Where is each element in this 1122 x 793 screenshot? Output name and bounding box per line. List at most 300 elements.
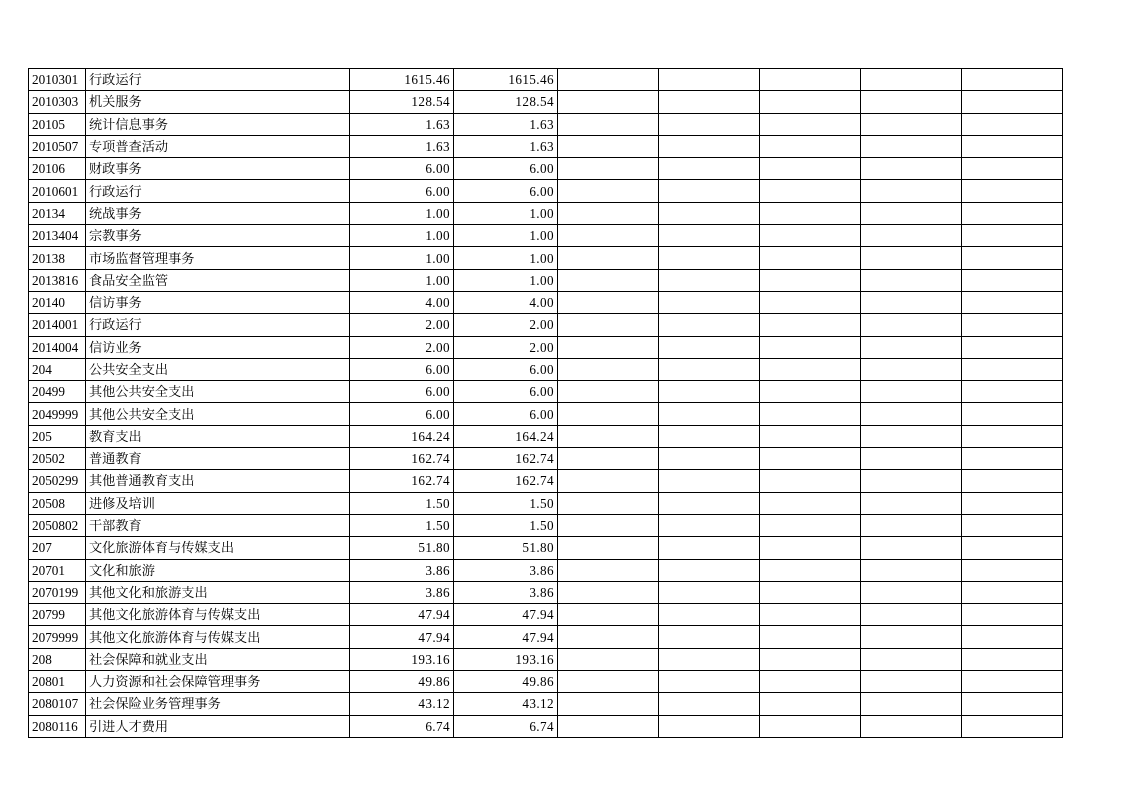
cell-total-amount: 47.94 (350, 626, 454, 648)
cell-general-budget-amount: 49.86 (454, 671, 558, 693)
table-row (29, 336, 1063, 358)
cell-empty (760, 425, 861, 447)
cell-empty (962, 492, 1063, 514)
table-row (29, 648, 1063, 670)
cell-empty (558, 113, 659, 135)
cell-empty (659, 559, 760, 581)
cell-empty (659, 269, 760, 291)
table-row (29, 492, 1063, 514)
cell-general-budget-amount: 1615.46 (454, 69, 558, 91)
cell-empty (659, 693, 760, 715)
cell-empty (760, 202, 861, 224)
cell-subject-code: 20134 (29, 202, 86, 224)
cell-subject-code: 20106 (29, 158, 86, 180)
cell-subject-name: 行政运行 (86, 180, 350, 202)
cell-subject-name: 行政运行 (86, 314, 350, 336)
cell-general-budget-amount: 1.63 (454, 113, 558, 135)
cell-subject-name: 引进人才费用 (86, 715, 350, 737)
cell-empty (962, 336, 1063, 358)
cell-subject-name: 公共安全支出 (86, 358, 350, 380)
cell-empty (659, 470, 760, 492)
cell-empty (962, 291, 1063, 313)
cell-empty (659, 604, 760, 626)
cell-subject-code: 2049999 (29, 403, 86, 425)
cell-total-amount: 162.74 (350, 470, 454, 492)
cell-empty (659, 202, 760, 224)
cell-subject-code: 2080116 (29, 715, 86, 737)
cell-general-budget-amount: 4.00 (454, 291, 558, 313)
cell-empty (558, 648, 659, 670)
cell-empty (861, 247, 962, 269)
cell-empty (558, 492, 659, 514)
cell-empty (962, 715, 1063, 737)
cell-general-budget-amount: 2.00 (454, 336, 558, 358)
cell-total-amount: 2.00 (350, 314, 454, 336)
cell-general-budget-amount: 6.00 (454, 158, 558, 180)
table-row (29, 135, 1063, 157)
cell-empty (962, 537, 1063, 559)
cell-empty (962, 671, 1063, 693)
cell-subject-code: 20105 (29, 113, 86, 135)
cell-general-budget-amount: 47.94 (454, 626, 558, 648)
cell-subject-name: 行政运行 (86, 69, 350, 91)
cell-subject-code: 2013816 (29, 269, 86, 291)
cell-empty (558, 291, 659, 313)
table-row (29, 537, 1063, 559)
cell-empty (861, 648, 962, 670)
cell-empty (760, 403, 861, 425)
cell-general-budget-amount: 193.16 (454, 648, 558, 670)
cell-empty (760, 247, 861, 269)
cell-empty (962, 648, 1063, 670)
table-row (29, 470, 1063, 492)
cell-subject-name: 人力资源和社会保障管理事务 (86, 671, 350, 693)
cell-empty (861, 470, 962, 492)
cell-empty (962, 202, 1063, 224)
cell-empty (558, 336, 659, 358)
cell-subject-name: 财政事务 (86, 158, 350, 180)
cell-empty (760, 514, 861, 536)
cell-total-amount: 3.86 (350, 559, 454, 581)
cell-empty (861, 202, 962, 224)
cell-subject-name: 教育支出 (86, 425, 350, 447)
cell-subject-code: 20499 (29, 381, 86, 403)
cell-general-budget-amount: 128.54 (454, 91, 558, 113)
cell-total-amount: 6.00 (350, 180, 454, 202)
cell-total-amount: 6.00 (350, 403, 454, 425)
cell-empty (659, 336, 760, 358)
table-row (29, 269, 1063, 291)
cell-empty (962, 626, 1063, 648)
cell-total-amount: 164.24 (350, 425, 454, 447)
cell-subject-code: 2010301 (29, 69, 86, 91)
cell-subject-name: 普通教育 (86, 448, 350, 470)
cell-general-budget-amount: 162.74 (454, 470, 558, 492)
table-row (29, 425, 1063, 447)
cell-empty (861, 269, 962, 291)
cell-subject-name: 其他文化旅游体育与传媒支出 (86, 604, 350, 626)
cell-empty (659, 381, 760, 403)
cell-empty (760, 715, 861, 737)
cell-empty (760, 648, 861, 670)
cell-general-budget-amount: 51.80 (454, 537, 558, 559)
cell-empty (558, 671, 659, 693)
cell-total-amount: 49.86 (350, 671, 454, 693)
cell-subject-code: 205 (29, 425, 86, 447)
table-row (29, 180, 1063, 202)
budget-table (28, 68, 1063, 738)
cell-empty (760, 336, 861, 358)
cell-subject-name: 进修及培训 (86, 492, 350, 514)
cell-total-amount: 43.12 (350, 693, 454, 715)
cell-empty (760, 626, 861, 648)
cell-empty (558, 403, 659, 425)
cell-general-budget-amount: 164.24 (454, 425, 558, 447)
cell-general-budget-amount: 6.74 (454, 715, 558, 737)
cell-empty (861, 514, 962, 536)
cell-empty (659, 425, 760, 447)
cell-empty (861, 91, 962, 113)
cell-total-amount: 193.16 (350, 648, 454, 670)
cell-empty (962, 358, 1063, 380)
cell-general-budget-amount: 6.00 (454, 403, 558, 425)
cell-empty (861, 135, 962, 157)
cell-general-budget-amount: 1.00 (454, 202, 558, 224)
cell-subject-name: 其他文化和旅游支出 (86, 581, 350, 603)
cell-empty (760, 671, 861, 693)
cell-empty (659, 581, 760, 603)
cell-subject-code: 2014001 (29, 314, 86, 336)
cell-empty (659, 715, 760, 737)
cell-subject-name: 统战事务 (86, 202, 350, 224)
cell-empty (558, 135, 659, 157)
cell-empty (558, 158, 659, 180)
table-row (29, 113, 1063, 135)
cell-subject-code: 20140 (29, 291, 86, 313)
cell-subject-code: 2050299 (29, 470, 86, 492)
cell-total-amount: 51.80 (350, 537, 454, 559)
cell-general-budget-amount: 1.00 (454, 269, 558, 291)
cell-subject-code: 207 (29, 537, 86, 559)
cell-empty (760, 537, 861, 559)
cell-subject-code: 2070199 (29, 581, 86, 603)
cell-empty (861, 69, 962, 91)
cell-empty (558, 180, 659, 202)
cell-empty (558, 202, 659, 224)
cell-empty (861, 225, 962, 247)
cell-total-amount: 6.00 (350, 358, 454, 380)
cell-empty (760, 470, 861, 492)
cell-empty (962, 135, 1063, 157)
cell-total-amount: 1615.46 (350, 69, 454, 91)
cell-empty (861, 604, 962, 626)
cell-empty (861, 403, 962, 425)
table-row (29, 514, 1063, 536)
cell-general-budget-amount: 1.00 (454, 247, 558, 269)
table-row (29, 91, 1063, 113)
cell-total-amount: 1.63 (350, 113, 454, 135)
cell-subject-code: 2010507 (29, 135, 86, 157)
cell-subject-code: 20799 (29, 604, 86, 626)
cell-general-budget-amount: 3.86 (454, 581, 558, 603)
cell-empty (558, 604, 659, 626)
cell-general-budget-amount: 1.50 (454, 492, 558, 514)
cell-empty (760, 225, 861, 247)
cell-empty (962, 180, 1063, 202)
cell-total-amount: 1.50 (350, 514, 454, 536)
cell-empty (962, 470, 1063, 492)
cell-empty (558, 470, 659, 492)
cell-empty (558, 581, 659, 603)
cell-total-amount: 3.86 (350, 581, 454, 603)
table-row (29, 291, 1063, 313)
cell-empty (760, 291, 861, 313)
cell-subject-name: 文化旅游体育与传媒支出 (86, 537, 350, 559)
cell-empty (760, 559, 861, 581)
table-row (29, 247, 1063, 269)
budget-table-container (28, 68, 1063, 738)
cell-general-budget-amount: 47.94 (454, 604, 558, 626)
cell-empty (861, 537, 962, 559)
cell-empty (659, 69, 760, 91)
cell-empty (659, 91, 760, 113)
table-row (29, 448, 1063, 470)
cell-total-amount: 128.54 (350, 91, 454, 113)
cell-empty (861, 314, 962, 336)
cell-general-budget-amount: 1.00 (454, 225, 558, 247)
cell-empty (659, 113, 760, 135)
cell-subject-code: 204 (29, 358, 86, 380)
cell-empty (659, 448, 760, 470)
cell-empty (558, 69, 659, 91)
cell-empty (558, 537, 659, 559)
cell-empty (558, 693, 659, 715)
cell-empty (760, 269, 861, 291)
cell-subject-name: 信访事务 (86, 291, 350, 313)
cell-empty (962, 225, 1063, 247)
cell-empty (659, 403, 760, 425)
cell-empty (760, 358, 861, 380)
cell-subject-name: 市场监督管理事务 (86, 247, 350, 269)
cell-empty (962, 448, 1063, 470)
cell-empty (760, 448, 861, 470)
cell-general-budget-amount: 6.00 (454, 381, 558, 403)
cell-total-amount: 4.00 (350, 291, 454, 313)
cell-empty (962, 269, 1063, 291)
cell-empty (760, 158, 861, 180)
cell-empty (659, 626, 760, 648)
table-row (29, 358, 1063, 380)
cell-total-amount: 6.00 (350, 381, 454, 403)
cell-empty (760, 381, 861, 403)
table-row (29, 381, 1063, 403)
budget-table-body (29, 69, 1063, 738)
cell-empty (558, 225, 659, 247)
cell-empty (861, 425, 962, 447)
cell-empty (962, 403, 1063, 425)
cell-general-budget-amount: 6.00 (454, 180, 558, 202)
cell-empty (760, 581, 861, 603)
cell-subject-name: 文化和旅游 (86, 559, 350, 581)
table-row (29, 158, 1063, 180)
cell-empty (861, 448, 962, 470)
cell-subject-code: 20801 (29, 671, 86, 693)
cell-empty (760, 113, 861, 135)
cell-general-budget-amount: 3.86 (454, 559, 558, 581)
cell-empty (659, 314, 760, 336)
cell-subject-code: 20701 (29, 559, 86, 581)
cell-empty (659, 492, 760, 514)
cell-empty (558, 425, 659, 447)
cell-general-budget-amount: 1.50 (454, 514, 558, 536)
cell-empty (962, 381, 1063, 403)
cell-empty (861, 626, 962, 648)
cell-total-amount: 1.00 (350, 269, 454, 291)
cell-empty (962, 514, 1063, 536)
cell-subject-code: 20508 (29, 492, 86, 514)
table-row (29, 581, 1063, 603)
cell-total-amount: 162.74 (350, 448, 454, 470)
cell-empty (861, 180, 962, 202)
table-row (29, 314, 1063, 336)
cell-empty (760, 91, 861, 113)
cell-empty (558, 247, 659, 269)
cell-subject-code: 2010303 (29, 91, 86, 113)
cell-subject-code: 2014004 (29, 336, 86, 358)
cell-empty (760, 69, 861, 91)
cell-subject-name: 统计信息事务 (86, 113, 350, 135)
cell-subject-code: 2013404 (29, 225, 86, 247)
cell-empty (760, 604, 861, 626)
cell-general-budget-amount: 1.63 (454, 135, 558, 157)
cell-empty (558, 715, 659, 737)
cell-subject-name: 机关服务 (86, 91, 350, 113)
cell-empty (962, 693, 1063, 715)
cell-empty (760, 314, 861, 336)
table-row (29, 225, 1063, 247)
table-row (29, 671, 1063, 693)
cell-empty (659, 247, 760, 269)
table-row (29, 604, 1063, 626)
cell-empty (558, 314, 659, 336)
cell-empty (659, 648, 760, 670)
cell-subject-name: 其他公共安全支出 (86, 381, 350, 403)
cell-empty (962, 113, 1063, 135)
cell-total-amount: 1.50 (350, 492, 454, 514)
cell-empty (659, 537, 760, 559)
cell-subject-code: 2079999 (29, 626, 86, 648)
cell-subject-name: 社会保障和就业支出 (86, 648, 350, 670)
cell-empty (861, 381, 962, 403)
cell-empty (861, 336, 962, 358)
cell-empty (861, 693, 962, 715)
cell-subject-name: 其他普通教育支出 (86, 470, 350, 492)
cell-total-amount: 1.00 (350, 247, 454, 269)
table-row (29, 69, 1063, 91)
cell-empty (659, 180, 760, 202)
cell-empty (558, 91, 659, 113)
cell-empty (558, 358, 659, 380)
cell-subject-code: 2050802 (29, 514, 86, 536)
cell-empty (659, 158, 760, 180)
cell-subject-name: 其他文化旅游体育与传媒支出 (86, 626, 350, 648)
table-row (29, 403, 1063, 425)
table-row (29, 202, 1063, 224)
cell-empty (962, 425, 1063, 447)
cell-empty (659, 291, 760, 313)
cell-subject-name: 信访业务 (86, 336, 350, 358)
cell-empty (659, 671, 760, 693)
cell-empty (861, 715, 962, 737)
cell-empty (760, 492, 861, 514)
table-row (29, 559, 1063, 581)
cell-empty (962, 314, 1063, 336)
cell-general-budget-amount: 6.00 (454, 358, 558, 380)
cell-general-budget-amount: 162.74 (454, 448, 558, 470)
cell-total-amount: 47.94 (350, 604, 454, 626)
cell-total-amount: 2.00 (350, 336, 454, 358)
cell-empty (760, 180, 861, 202)
cell-subject-code: 20502 (29, 448, 86, 470)
table-row (29, 626, 1063, 648)
cell-empty (861, 291, 962, 313)
cell-empty (558, 559, 659, 581)
cell-total-amount: 1.63 (350, 135, 454, 157)
cell-general-budget-amount: 43.12 (454, 693, 558, 715)
cell-subject-name: 宗教事务 (86, 225, 350, 247)
cell-empty (861, 559, 962, 581)
cell-empty (760, 135, 861, 157)
cell-total-amount: 6.74 (350, 715, 454, 737)
cell-subject-code: 2010601 (29, 180, 86, 202)
cell-empty (861, 671, 962, 693)
cell-empty (962, 581, 1063, 603)
cell-empty (659, 358, 760, 380)
cell-total-amount: 6.00 (350, 158, 454, 180)
cell-empty (861, 113, 962, 135)
cell-total-amount: 1.00 (350, 202, 454, 224)
cell-total-amount: 1.00 (350, 225, 454, 247)
cell-empty (962, 158, 1063, 180)
cell-empty (558, 269, 659, 291)
cell-empty (962, 247, 1063, 269)
cell-subject-name: 食品安全监管 (86, 269, 350, 291)
cell-empty (962, 604, 1063, 626)
cell-empty (861, 358, 962, 380)
cell-empty (962, 559, 1063, 581)
cell-empty (962, 69, 1063, 91)
cell-empty (558, 514, 659, 536)
cell-empty (861, 158, 962, 180)
cell-empty (558, 448, 659, 470)
cell-subject-code: 208 (29, 648, 86, 670)
cell-subject-name: 专项普查活动 (86, 135, 350, 157)
cell-subject-name: 干部教育 (86, 514, 350, 536)
table-row (29, 693, 1063, 715)
cell-general-budget-amount: 2.00 (454, 314, 558, 336)
cell-empty (659, 225, 760, 247)
cell-subject-name: 其他公共安全支出 (86, 403, 350, 425)
cell-empty (558, 626, 659, 648)
cell-empty (760, 693, 861, 715)
cell-empty (659, 135, 760, 157)
cell-empty (558, 381, 659, 403)
cell-empty (861, 492, 962, 514)
cell-empty (659, 514, 760, 536)
cell-subject-code: 2080107 (29, 693, 86, 715)
cell-empty (962, 91, 1063, 113)
table-row (29, 715, 1063, 737)
